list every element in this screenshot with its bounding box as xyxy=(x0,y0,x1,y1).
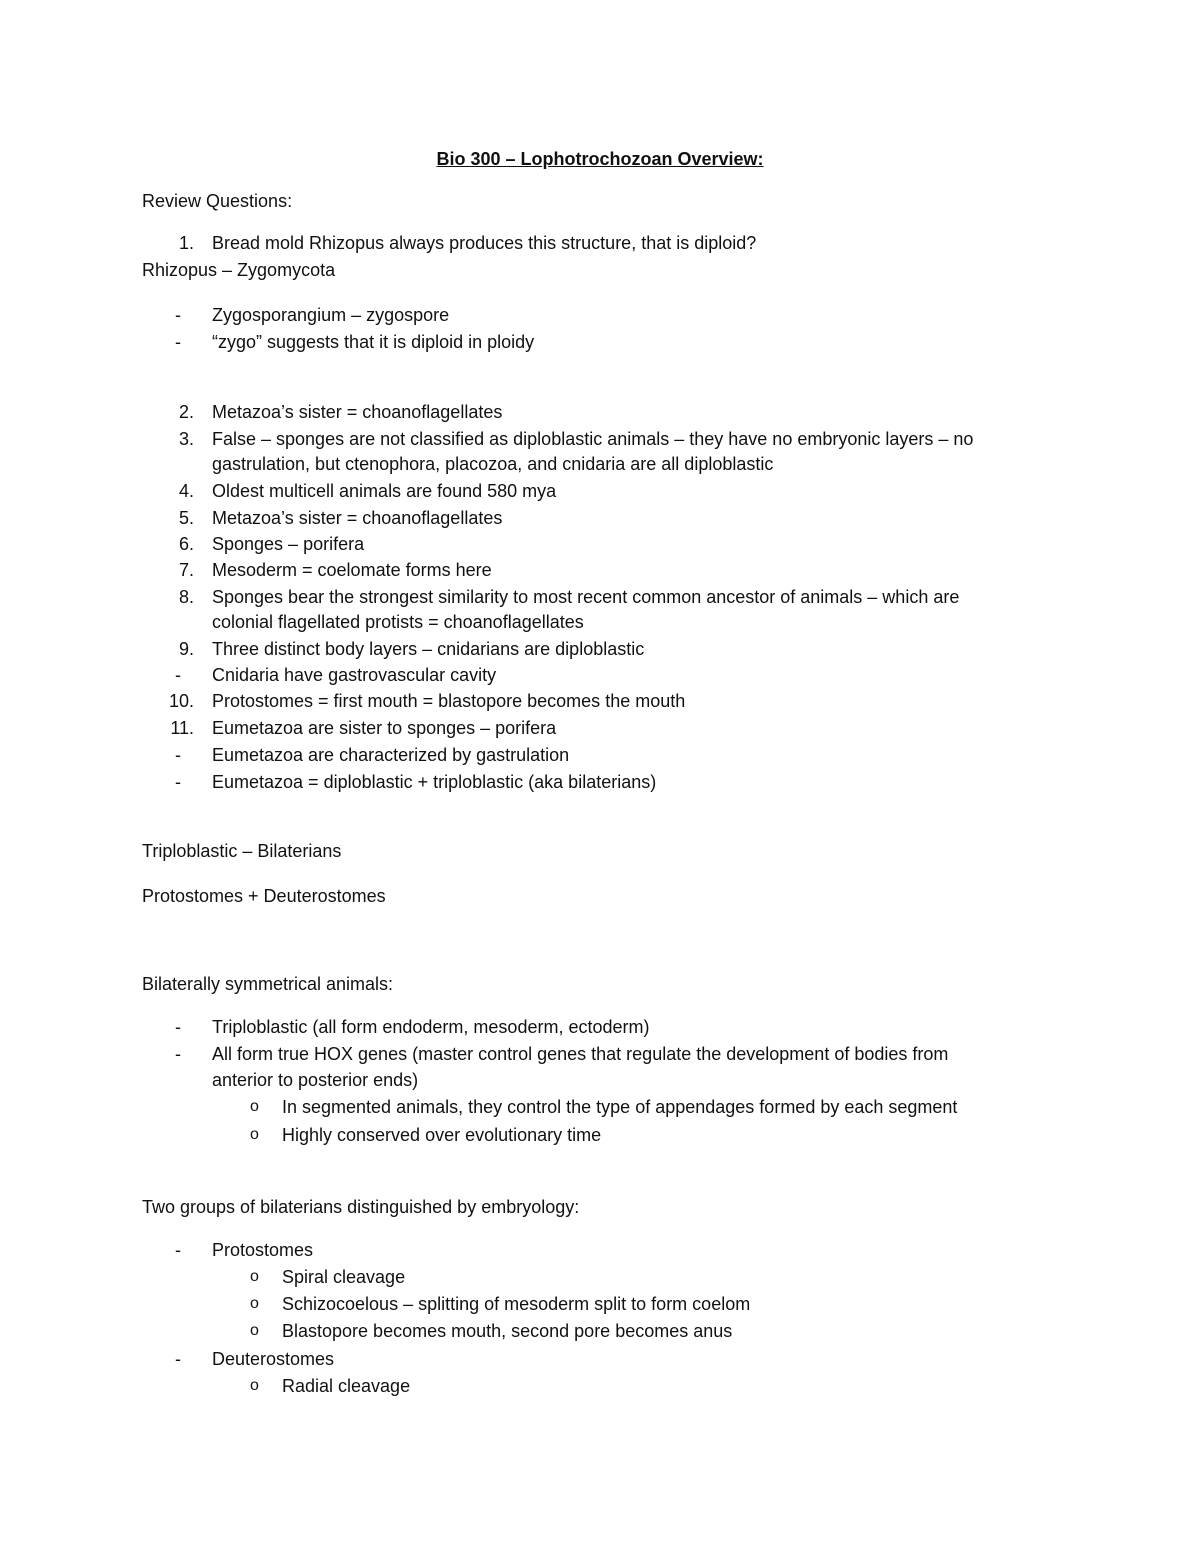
list-item: All form true HOX genes (master control genes that regulate the development of bodies from xyxy=(212,1044,949,1064)
proto-deutero-line: Protostomes + Deuterostomes xyxy=(142,886,386,906)
bullet-marker: o xyxy=(250,1377,259,1394)
deuterostomes-label: Deuterostomes xyxy=(212,1349,335,1369)
list-item: Protostomes = first mouth = blastopore becomes the mouth xyxy=(212,691,686,711)
list-item: Zygosporangium – zygospore xyxy=(212,305,450,325)
sub-list-item: Blastopore becomes mouth, second pore becomes anus xyxy=(282,1321,733,1341)
list-number: 5. xyxy=(178,508,194,528)
bullet-marker: o xyxy=(250,1295,259,1312)
list-number: 3. xyxy=(178,429,194,449)
dash-marker: - xyxy=(175,745,181,765)
list-item: Eumetazoa = diploblastic + triploblastic (aka bilaterians) xyxy=(212,772,657,792)
dash-marker: - xyxy=(175,1349,181,1369)
list-number: 11. xyxy=(170,718,194,738)
dash-marker: - xyxy=(175,332,181,352)
rhizopus-line: Rhizopus – Zygomycota xyxy=(142,260,336,280)
list-item-continuation: anterior to posterior ends) xyxy=(212,1070,419,1090)
bullet-marker: o xyxy=(250,1126,259,1143)
list-item: Mesoderm = coelomate forms here xyxy=(212,560,492,580)
question-1-text: Bread mold Rhizopus always produces this structure, that is diploid? xyxy=(212,233,757,253)
list-item: False – sponges are not classified as diploblastic animals – they have no embryonic layers – no xyxy=(212,429,974,449)
bullet-marker: o xyxy=(250,1268,259,1285)
list-number: 6. xyxy=(178,534,194,554)
dash-marker: - xyxy=(175,665,181,685)
sub-list-item: Schizocoelous – splitting of mesoderm split to form coelom xyxy=(282,1294,751,1314)
bullet-marker: o xyxy=(250,1322,259,1339)
triploblastic-line: Triploblastic – Bilaterians xyxy=(142,841,342,861)
list-number: 7. xyxy=(178,560,194,580)
list-number: 9. xyxy=(178,639,194,659)
list-number: 8. xyxy=(178,587,194,607)
list-item: Triploblastic (all form endoderm, mesoderm, ectoderm) xyxy=(212,1017,650,1037)
list-item: Metazoa’s sister = choanoflagellates xyxy=(212,402,503,422)
groups-heading: Two groups of bilaterians distinguished by embryology: xyxy=(142,1197,580,1217)
list-number: 4. xyxy=(178,481,194,501)
list-item: Cnidaria have gastrovascular cavity xyxy=(212,665,497,685)
list-number: 1. xyxy=(178,233,194,253)
dash-marker: - xyxy=(175,772,181,792)
review-heading: Review Questions: xyxy=(142,191,293,211)
list-item: Eumetazoa are sister to sponges – porifera xyxy=(212,718,557,738)
list-item: Metazoa’s sister = choanoflagellates xyxy=(212,508,503,528)
dash-marker: - xyxy=(175,305,181,325)
dash-marker: - xyxy=(175,1240,181,1260)
list-item: Three distinct body layers – cnidarians are diploblastic xyxy=(212,639,645,659)
list-item-continuation: gastrulation, but ctenophora, placozoa, and cnidaria are all diploblastic xyxy=(212,454,774,474)
list-number: 10. xyxy=(168,691,194,711)
document-title: Bio 300 – Lophotrochozoan Overview: xyxy=(436,149,764,169)
list-item: Sponges – porifera xyxy=(212,534,365,554)
bilateral-heading: Bilaterally symmetrical animals: xyxy=(142,974,394,994)
list-item: Eumetazoa are characterized by gastrulation xyxy=(212,745,570,765)
protostomes-label: Protostomes xyxy=(212,1240,314,1260)
dash-marker: - xyxy=(175,1017,181,1037)
sub-list-item: Highly conserved over evolutionary time xyxy=(282,1125,602,1145)
bullet-marker: o xyxy=(250,1098,259,1115)
list-item: “zygo” suggests that it is diploid in ploidy xyxy=(212,332,535,352)
list-item: Oldest multicell animals are found 580 mya xyxy=(212,481,557,501)
sub-list-item: In segmented animals, they control the type of appendages formed by each segment xyxy=(282,1097,958,1117)
list-item: Sponges bear the strongest similarity to most recent common ancestor of animals – which are xyxy=(212,587,960,607)
list-item-continuation: colonial flagellated protists = choanoflagellates xyxy=(212,612,584,632)
dash-marker: - xyxy=(175,1044,181,1064)
list-number: 2. xyxy=(178,402,194,422)
sub-list-item: Spiral cleavage xyxy=(282,1267,406,1287)
sub-list-item: Radial cleavage xyxy=(282,1376,411,1396)
